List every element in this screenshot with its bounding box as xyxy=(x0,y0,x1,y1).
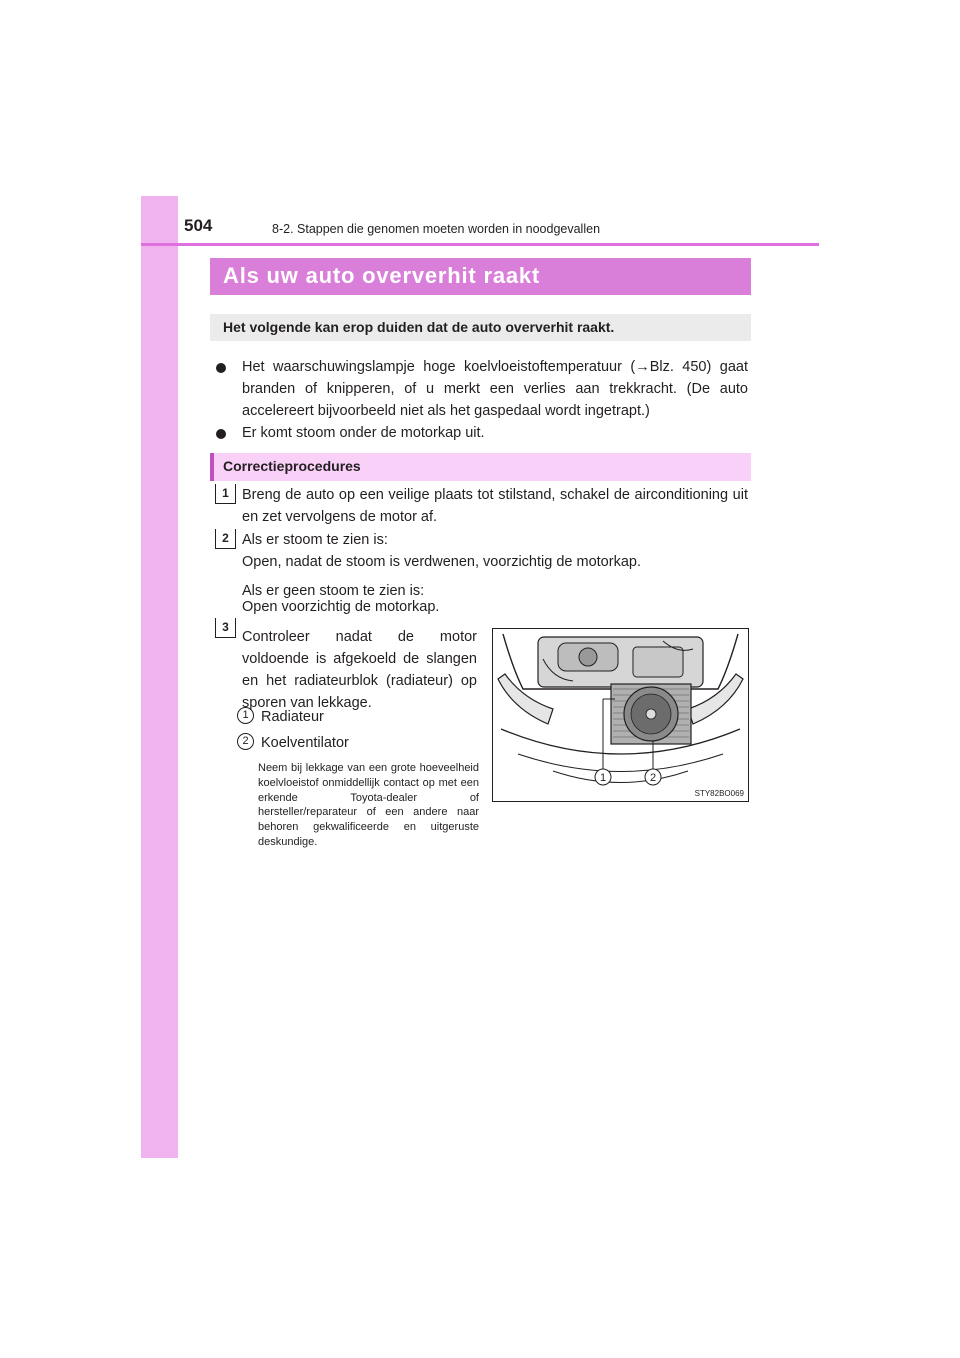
section-header: 8-2. Stappen die genomen moeten worden in noodgevallen xyxy=(272,222,601,236)
figure-callout-1: 1 xyxy=(599,772,607,784)
procedure-heading-box xyxy=(210,453,751,481)
step-2-line: Als er geen stoom te zien is: xyxy=(242,583,425,599)
step-2-line: Open voorzichtig de motorkap. xyxy=(242,599,440,615)
title-bar xyxy=(210,258,751,295)
info-box xyxy=(210,314,751,341)
figure-callout-2: 2 xyxy=(649,772,657,784)
step-2-line: Als er stoom te zien is: xyxy=(242,532,388,548)
engine-bay-illustration xyxy=(492,628,749,802)
bullet-text: Er komt stoom onder de motorkap uit. xyxy=(242,425,485,441)
page-title: Als uw auto oververhit raakt xyxy=(223,263,541,288)
info-box-text: Het volgende kan erop duiden dat de auto oververhit raakt. xyxy=(223,319,615,335)
procedure-heading: Correctieprocedures xyxy=(223,458,361,474)
chapter-sidebar-tab xyxy=(141,196,178,1158)
bullet-item xyxy=(216,356,748,422)
header-rule xyxy=(141,243,819,246)
bullet-dot-icon xyxy=(216,363,226,373)
callout-1-icon: 1 xyxy=(237,707,254,724)
legend-cooling-fan: Koelventilator xyxy=(261,735,349,751)
step-number: 3 xyxy=(215,618,236,638)
leak-note: Neem bij lekkage van een grote hoeveelheid koelvloeistof onmiddellijk contact op met een erkende Toyota-dealer of hersteller/reparateur of een andere naar behoren gekwalificeerde en uitgeruste deskundige. xyxy=(258,762,479,848)
page-number: 504 xyxy=(184,216,213,235)
legend-radiator: Radiateur xyxy=(261,709,324,725)
bullet-dot-icon xyxy=(216,429,226,439)
bullet-item xyxy=(216,422,748,444)
step-number: 2 xyxy=(215,529,236,549)
step-2-line: Open, nadat de stoom is verdwenen, voorzichtig de motorkap. xyxy=(242,554,641,570)
heading-accent xyxy=(210,453,214,481)
step-1-text: Breng de auto op een veilige plaats tot stilstand, schakel de airconditioning uit en zet vervolgens de motor af. xyxy=(242,487,748,525)
bullet-text: Het waarschuwingslampje hoge koelvloeistoftemperatuur (→Blz. 450) gaat branden of knipperen, of u merkt een verlies aan trekkracht. (De auto accelereert bijvoorbeeld niet als het gaspedaal wordt ingetrapt.) xyxy=(242,359,748,419)
step-3-text: Controleer nadat de motor voldoende is afgekoeld de slangen en het radiateurblok (radiateur) op sporen van lekkage. xyxy=(242,629,477,711)
engine-bay-drawing xyxy=(493,629,748,801)
callout-2-icon: 2 xyxy=(237,733,254,750)
step-number: 1 xyxy=(215,484,236,504)
figure-code: STY82BO069 xyxy=(694,789,744,798)
